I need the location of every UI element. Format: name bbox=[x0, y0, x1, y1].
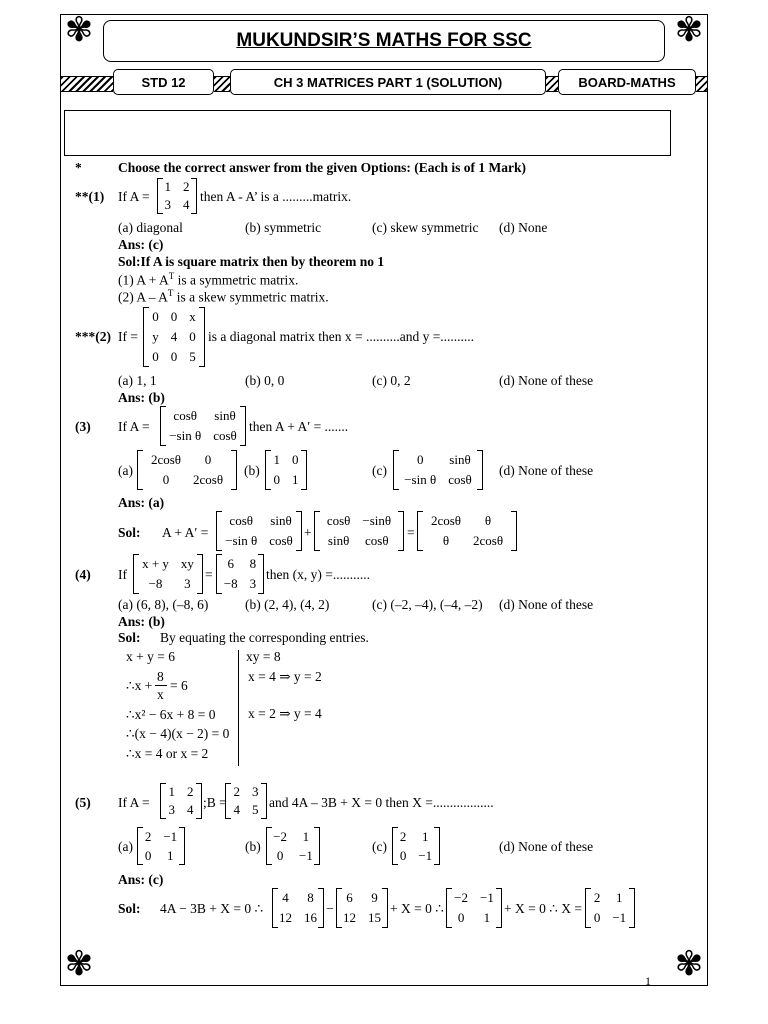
matrix-grid bbox=[218, 554, 262, 594]
solution-text: + X = 0 ∴ X = bbox=[504, 901, 582, 916]
working-line: x + y = 6 bbox=[126, 649, 175, 664]
answer: Ans: (c) bbox=[118, 237, 164, 252]
working-line: xy = 8 bbox=[246, 649, 281, 664]
matrix-cell: sinθ bbox=[270, 513, 292, 528]
matrix-cell: −1 bbox=[480, 890, 494, 905]
hatch-divider bbox=[61, 76, 113, 92]
matrix-cell: sinθ bbox=[214, 408, 236, 423]
question-text: is a diagonal matrix then x = ..........and y =.......... bbox=[208, 329, 475, 344]
matrix-cell: 6 bbox=[227, 556, 234, 571]
matrix-cell: sinθ bbox=[449, 452, 471, 467]
matrix-cell: cosθ bbox=[229, 513, 253, 528]
matrix bbox=[265, 450, 307, 490]
matrix bbox=[336, 888, 388, 928]
matrix-cell: 2 bbox=[593, 890, 601, 905]
option-b: (b) (2, 4), (4, 2) bbox=[245, 597, 330, 612]
matrix-cell: 8 bbox=[307, 890, 314, 905]
matrix-grid bbox=[159, 178, 196, 214]
solution-text: A + A′ = bbox=[162, 525, 209, 540]
matrix-cell: 2 bbox=[399, 828, 407, 844]
matrix-cell: cosθ bbox=[448, 472, 472, 487]
fraction-bar bbox=[155, 685, 167, 686]
option-d: (d) None bbox=[499, 220, 548, 235]
question-text: then A - A’ is a .........matrix. bbox=[200, 189, 352, 204]
matrix-cell: 2 bbox=[183, 179, 190, 194]
question-text: ;B = bbox=[203, 795, 227, 810]
matrix-cell: x + y bbox=[142, 556, 169, 571]
matrix-cell: 6 bbox=[346, 890, 353, 905]
answer: Ans: (a) bbox=[118, 495, 165, 510]
option-a: (a) (6, 8), (–8, 6) bbox=[118, 597, 209, 612]
matrix-cell: x bbox=[189, 309, 196, 324]
solution-heading: Sol: bbox=[118, 901, 141, 916]
option-d: (d) None of these bbox=[499, 839, 594, 854]
matrix-cell: 0 bbox=[276, 847, 284, 863]
matrix-cell: 2cosθ bbox=[193, 472, 224, 487]
matrix-grid bbox=[267, 827, 319, 865]
working-line: ∴x + bbox=[126, 678, 153, 693]
operator: = bbox=[205, 567, 213, 582]
matrix-grid bbox=[136, 554, 200, 594]
board-label: BOARD-MATHS bbox=[558, 69, 696, 95]
matrix-cell: 12 bbox=[279, 910, 292, 925]
matrix-grid bbox=[163, 783, 200, 819]
option-c: (c) bbox=[372, 839, 387, 854]
matrix bbox=[225, 783, 267, 819]
matrix-cell: 4 bbox=[183, 197, 190, 212]
matrix-grid bbox=[398, 450, 478, 490]
matrix-cell: 0 bbox=[416, 452, 424, 467]
matrix-grid bbox=[448, 888, 500, 928]
matrix bbox=[160, 406, 246, 446]
question-number: (5) bbox=[75, 795, 91, 810]
matrix-cell: 1 bbox=[483, 910, 491, 925]
solution-text: By equating the corresponding entries. bbox=[160, 630, 369, 645]
matrix-cell: 2cosθ bbox=[150, 452, 181, 467]
operator: = bbox=[407, 525, 415, 540]
matrix bbox=[137, 827, 185, 865]
matrix-cell: 0 bbox=[292, 452, 299, 467]
option-d: (d) None of these bbox=[499, 463, 594, 478]
matrix-cell: 1 bbox=[292, 472, 299, 487]
matrix-cell: cosθ bbox=[326, 513, 351, 528]
matrix-cell: 4 bbox=[233, 802, 240, 817]
matrix-cell: −sin θ bbox=[225, 533, 258, 548]
matrix-cell: 1 bbox=[164, 179, 171, 194]
option-a: (a) bbox=[118, 839, 133, 854]
option-d: (d) None of these bbox=[499, 597, 594, 612]
option-b: (b) symmetric bbox=[245, 220, 322, 235]
matrix-cell: y bbox=[152, 329, 159, 344]
solution-heading: Sol: bbox=[118, 525, 141, 540]
matrix-cell: 1 bbox=[422, 828, 429, 844]
working-line: x = 4 ⇒ y = 2 bbox=[248, 669, 322, 684]
matrix-cell: 16 bbox=[304, 910, 317, 925]
matrix bbox=[133, 554, 203, 594]
matrix-grid bbox=[425, 511, 509, 551]
matrix-cell: 2cosθ bbox=[430, 513, 461, 528]
matrix-cell: −1 bbox=[612, 910, 627, 925]
solution-heading: Sol: bbox=[118, 630, 141, 645]
matrix-cell: 1 bbox=[167, 847, 174, 863]
option-d: (d) None of these bbox=[499, 373, 594, 388]
matrix-cell: 8 bbox=[249, 556, 257, 571]
solution-text: + X = 0 ∴ bbox=[390, 901, 444, 916]
question-text: If A = bbox=[118, 189, 150, 204]
matrix-cell: 0 bbox=[399, 847, 407, 863]
matrix-cell: 1 bbox=[168, 784, 175, 799]
matrix-cell: 0 bbox=[152, 349, 159, 364]
matrix-cell: 0 bbox=[273, 472, 280, 487]
option-b: (b) bbox=[244, 463, 260, 478]
question-text: If bbox=[118, 567, 127, 582]
matrix bbox=[216, 554, 264, 594]
answer: Ans: (b) bbox=[118, 390, 165, 405]
matrix-cell: 4 bbox=[187, 802, 194, 817]
matrix bbox=[272, 888, 324, 928]
matrix-cell: cosθ bbox=[173, 408, 197, 423]
working-line: = 6 bbox=[170, 678, 188, 693]
matrix-grid bbox=[146, 307, 202, 367]
question-text: If = bbox=[118, 329, 138, 344]
answer: Ans: (b) bbox=[118, 614, 165, 629]
working-line: ∴x = 4 or x = 2 bbox=[126, 746, 209, 761]
matrix-grid bbox=[588, 888, 632, 928]
matrix-cell: 4 bbox=[170, 329, 178, 344]
matrix-cell: cosθ bbox=[269, 533, 293, 548]
option-a: (a) bbox=[118, 463, 133, 478]
matrix-cell: −8 bbox=[148, 576, 163, 591]
matrix-cell: 4 bbox=[282, 890, 289, 905]
matrix-cell: 3 bbox=[249, 576, 257, 591]
matrix-cell: 15 bbox=[368, 910, 381, 925]
matrix bbox=[417, 511, 517, 551]
matrix-cell: 2 bbox=[144, 828, 152, 844]
option-c: (c) skew symmetric bbox=[372, 220, 479, 235]
matrix-cell: −1 bbox=[163, 828, 178, 844]
working-line: x = 2 ⇒ y = 4 bbox=[248, 706, 322, 721]
fraction-denominator: x bbox=[157, 687, 164, 702]
matrix-cell: 1 bbox=[273, 452, 280, 467]
option-a: (a) 1, 1 bbox=[118, 373, 157, 388]
matrix-cell: −sinθ bbox=[362, 513, 392, 528]
matrix-cell: θ bbox=[442, 533, 450, 548]
chapter-label: CH 3 MATRICES PART 1 (SOLUTION) bbox=[230, 69, 546, 95]
matrix-cell: 0 bbox=[152, 309, 159, 324]
matrix-cell: 5 bbox=[252, 802, 259, 817]
matrix-cell: 3 bbox=[164, 197, 171, 212]
matrix bbox=[216, 511, 302, 551]
matrix-cell: 0 bbox=[593, 910, 601, 925]
matrix-cell: 0 bbox=[144, 847, 152, 863]
question-number: ***(2) bbox=[75, 329, 111, 344]
title-box bbox=[103, 20, 665, 62]
hatch-divider bbox=[214, 76, 230, 92]
question-text: then A + A′ = ....... bbox=[249, 419, 349, 434]
matrix-cell: cosθ bbox=[364, 533, 389, 548]
option-c: (c) 0, 2 bbox=[372, 373, 411, 388]
matrix-cell: 1 bbox=[616, 890, 623, 905]
matrix-cell: 0 bbox=[204, 452, 212, 467]
instruction: Choose the correct answer from the given Options: (Each is of 1 Mark) bbox=[118, 160, 526, 175]
matrix bbox=[314, 511, 404, 551]
ornament-icon: ✾ bbox=[64, 12, 94, 49]
option-b: (b) 0, 0 bbox=[245, 373, 285, 388]
matrix-grid bbox=[145, 450, 229, 490]
matrix-cell: −8 bbox=[223, 576, 238, 591]
matrix-cell: xy bbox=[180, 556, 194, 571]
matrix-cell: 0 bbox=[170, 309, 178, 324]
matrix bbox=[446, 888, 502, 928]
option-a: (a) diagonal bbox=[118, 220, 183, 235]
working-divider bbox=[238, 650, 239, 766]
option-c: (c) bbox=[372, 463, 387, 478]
matrix-cell: 2 bbox=[187, 784, 194, 799]
question-text: and 4A – 3B + X = 0 then X =.................. bbox=[269, 795, 494, 810]
option-c: (c) (–2, –4), (–4, –2) bbox=[372, 597, 483, 612]
matrix-cell: sinθ bbox=[327, 533, 350, 548]
matrix-grid bbox=[321, 511, 397, 551]
std-label: STD 12 bbox=[113, 69, 214, 95]
operator: − bbox=[326, 901, 334, 916]
matrix-grid bbox=[337, 888, 387, 928]
question-text: If A = bbox=[118, 795, 150, 810]
matrix-cell: −1 bbox=[299, 847, 313, 863]
matrix bbox=[160, 783, 202, 819]
matrix-cell: −2 bbox=[454, 890, 468, 905]
matrix-cell: 0 bbox=[162, 472, 170, 487]
matrix-cell: 2 bbox=[233, 784, 240, 799]
matrix-cell: 0 bbox=[170, 349, 178, 364]
answer: Ans: (c) bbox=[118, 872, 164, 887]
ornament-icon: ✾ bbox=[64, 946, 94, 983]
matrix bbox=[393, 450, 483, 490]
matrix-cell: 0 bbox=[457, 910, 465, 925]
matrix-cell: 3 bbox=[168, 802, 175, 817]
question-number: **(1) bbox=[75, 189, 105, 204]
instruction-star: * bbox=[75, 160, 82, 175]
matrix-cell: −sin θ bbox=[404, 472, 437, 487]
matrix-cell: 5 bbox=[189, 349, 196, 364]
matrix-cell: −sin θ bbox=[169, 428, 202, 443]
matrix-grid bbox=[163, 406, 243, 446]
solution-text: 4A − 3B + X = 0 ∴ bbox=[160, 901, 264, 916]
working-line: ∴x² − 6x + 8 = 0 bbox=[126, 707, 216, 722]
option-b: (b) bbox=[245, 839, 261, 854]
matrix-grid bbox=[139, 827, 183, 865]
matrix-grid bbox=[394, 827, 438, 865]
question-text: then (x, y) =........... bbox=[266, 567, 370, 582]
matrix bbox=[585, 888, 635, 928]
blank-box bbox=[64, 110, 671, 156]
matrix-cell: 3 bbox=[184, 576, 191, 591]
solution-line: (2) A – $A^T$ is a skew symmetric matrix. bbox=[118, 288, 329, 305]
matrix bbox=[137, 450, 237, 490]
matrix bbox=[392, 827, 440, 865]
matrix-grid bbox=[268, 450, 305, 490]
matrix-cell: 0 bbox=[189, 329, 196, 344]
matrix bbox=[143, 307, 205, 367]
matrix-cell: −1 bbox=[418, 847, 433, 863]
hatch-divider bbox=[546, 76, 558, 92]
hatch-divider bbox=[696, 76, 707, 92]
operator: + bbox=[304, 525, 312, 540]
matrix-grid bbox=[219, 511, 299, 551]
solution-line: (1) $A + A^T$ is a symmetric matrix. bbox=[118, 271, 299, 288]
question-text: If A = bbox=[118, 419, 150, 434]
matrix bbox=[266, 827, 320, 865]
page-title: MUKUNDSIR’S MATHS FOR SSC bbox=[236, 30, 532, 51]
page-number: 1 bbox=[645, 974, 651, 988]
matrix-grid bbox=[228, 783, 265, 819]
question-number: (4) bbox=[75, 567, 91, 582]
ornament-icon: ✾ bbox=[674, 946, 704, 983]
question-number: (3) bbox=[75, 419, 91, 434]
matrix-cell: 1 bbox=[302, 828, 310, 844]
matrix-cell: 9 bbox=[371, 890, 378, 905]
working-line: ∴(x − 4)(x − 2) = 0 bbox=[126, 726, 230, 741]
solution-heading: Sol:If A is square matrix then by theorem no 1 bbox=[118, 254, 385, 269]
fraction-numerator: 8 bbox=[157, 669, 164, 684]
matrix-cell: 3 bbox=[252, 784, 259, 799]
matrix-cell: θ bbox=[484, 513, 492, 528]
matrix-cell: cosθ bbox=[213, 428, 237, 443]
matrix bbox=[157, 178, 197, 214]
ornament-icon: ✾ bbox=[674, 12, 704, 49]
matrix-cell: 12 bbox=[343, 910, 356, 925]
matrix-cell: 2cosθ bbox=[473, 533, 504, 548]
matrix-grid bbox=[273, 888, 323, 928]
matrix-cell: −2 bbox=[273, 828, 287, 844]
